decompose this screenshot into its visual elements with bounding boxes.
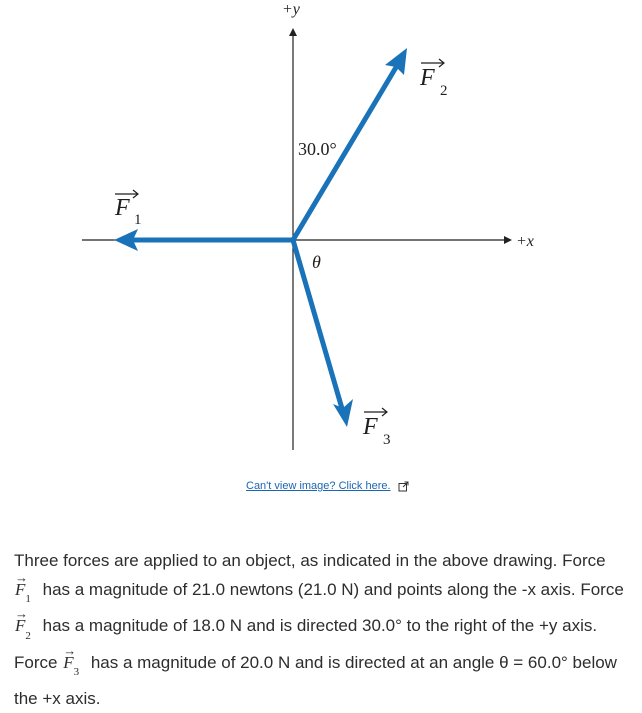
f2-label-letter: F xyxy=(420,65,435,91)
vector-f2: → $F_2$ xyxy=(15,611,37,647)
f3-label xyxy=(362,408,391,448)
f3-label-subscript: 3 xyxy=(383,432,391,448)
f1-label xyxy=(114,190,142,228)
vector-arrow-icon: → xyxy=(15,570,28,585)
f1-label-subscript: 1 xyxy=(134,212,142,228)
problem-text-1: Three forces are applied to an object, as indicated in the above drawing. Force xyxy=(14,551,606,570)
y-axis-label: +y xyxy=(282,1,300,18)
problem-text-2: has a magnitude of 21.0 newtons (21.0 N) and points along the -x axis. Force xyxy=(42,580,624,599)
vector-arrow-icon: → xyxy=(15,606,28,622)
vector-f3: → $F_3$ xyxy=(63,648,85,684)
problem-text-3: has a magnitude of 18.0 N and is directed 30.0° to the right of the +y axis. Force xyxy=(14,616,598,672)
vector-arrow-icon: → xyxy=(63,642,77,658)
f1-label-letter: F xyxy=(115,195,130,221)
theta-label: θ xyxy=(312,252,321,272)
problem-statement xyxy=(14,546,634,713)
f2-label xyxy=(419,59,448,99)
f3-label-letter: F xyxy=(363,414,378,440)
x-axis-label: +x xyxy=(516,233,534,250)
external-link-icon[interactable] xyxy=(398,481,409,492)
problem-text-4: has a magnitude of 20.0 N and is directed at an angle θ = 60.0° below the +x axis. xyxy=(14,652,617,709)
f2-label-subscript: 2 xyxy=(440,83,448,99)
angle-label: 30.0° xyxy=(298,139,337,159)
cant-view-image-link[interactable]: Can't view image? Click here. xyxy=(246,480,391,492)
alt-text-link-row xyxy=(246,480,409,492)
vector-f1: → $F_1$ xyxy=(15,575,37,611)
